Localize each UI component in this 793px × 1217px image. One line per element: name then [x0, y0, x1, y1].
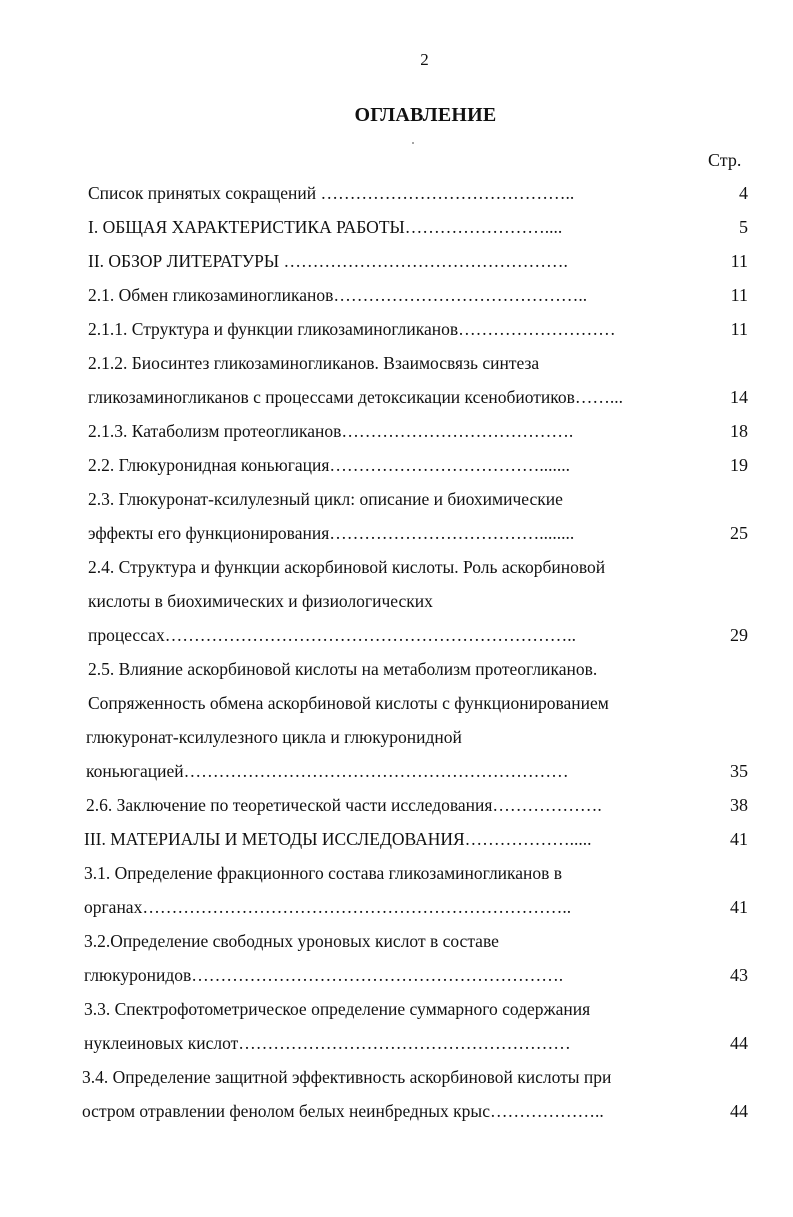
- toc-entry: [0, 924, 793, 958]
- toc-entry-text: II. ОБЗОР ЛИТЕРАТУРЫ ………………………………………….: [88, 251, 568, 271]
- toc-entry: [0, 822, 793, 856]
- toc-entry-page: 38: [730, 795, 748, 815]
- toc-entry-page: 18: [730, 421, 748, 441]
- toc-entry: [0, 244, 793, 278]
- toc-entry-page: 43: [730, 965, 748, 985]
- toc-entry: [0, 414, 793, 448]
- scan-speck: [412, 142, 414, 144]
- toc-entry-text: 3.3. Спектрофотометрическое определение суммарного содержания: [84, 999, 591, 1019]
- toc-entry: [0, 992, 793, 1026]
- toc-entry: [0, 380, 793, 414]
- toc-entry-text: нуклеиновых кислот…………………………………………………: [84, 1033, 571, 1053]
- page-column-label: Стр.: [708, 150, 742, 170]
- toc-entry-page: 19: [730, 455, 748, 475]
- toc-entry-page: 4: [739, 183, 748, 203]
- toc-entry-text: 2.1.2. Биосинтез гликозаминогликанов. Взаимосвязь синтеза: [88, 353, 540, 373]
- toc-entry: [0, 856, 793, 890]
- toc-entry: [0, 482, 793, 516]
- toc-entry-text: глюкуронат-ксилулезного цикла и глюкуронидной: [86, 727, 462, 747]
- toc-entry-page: 5: [739, 217, 748, 237]
- toc-entry-text: 2.3. Глюкуронат-ксилулезный цикл: описание и биохимические: [88, 489, 563, 509]
- page-title: ОГЛАВЛЕНИЕ: [354, 104, 497, 126]
- toc-entry-text: остром отравлении фенолом белых неинбредных крыс………………..: [82, 1101, 604, 1121]
- toc-entry-page: 11: [730, 319, 748, 339]
- toc-entry-text: органах………………………………………………………………..: [84, 897, 572, 917]
- toc-entry: [0, 176, 793, 210]
- page-number: 2: [420, 50, 429, 69]
- toc-entry-page: 11: [730, 285, 748, 305]
- toc-entry-text: 2.1.3. Катаболизм протеогликанов………………………………….: [88, 421, 574, 441]
- toc-entry: [0, 618, 793, 652]
- toc-entry: [0, 516, 793, 550]
- toc-entry: [0, 1026, 793, 1060]
- toc-entry-text: гликозаминогликанов с процессами детоксикации ксенобиотиков……...: [88, 387, 624, 407]
- toc-entry-page: 41: [730, 897, 748, 917]
- toc-entry: [0, 584, 793, 618]
- toc-entry-text: 3.1. Определение фракционного состава гликозаминогликанов в: [84, 863, 563, 883]
- toc-entry-page: 44: [730, 1101, 748, 1121]
- toc-entry: [0, 346, 793, 380]
- toc-entry-page: 41: [730, 829, 748, 849]
- toc-entry-text: Сопряженность обмена аскорбиновой кислоты с функционированием: [88, 693, 609, 713]
- toc-entry-text: Список принятых сокращений ……………………………………..: [88, 183, 575, 203]
- toc-entry-text: 2.1. Обмен гликозаминогликанов……………………………………..: [88, 285, 588, 305]
- toc-entry: [0, 550, 793, 584]
- toc-entry: [0, 788, 793, 822]
- toc-entry-text: 2.4. Структура и функции аскорбиновой кислоты. Роль аскорбиновой: [88, 557, 606, 577]
- toc-entry: [0, 754, 793, 788]
- toc-entry-text: 2.5. Влияние аскорбиновой кислоты на метаболизм протеогликанов.: [88, 659, 598, 679]
- toc-entry-text: 2.6. Заключение по теоретической части исследования……………….: [86, 795, 602, 815]
- toc-entry: [0, 312, 793, 346]
- toc-entry: [0, 448, 793, 482]
- toc-entry-text: кислоты в биохимических и физиологических: [88, 591, 433, 611]
- toc-entry-text: 2.1.1. Структура и функции гликозаминогликанов………………………: [88, 319, 616, 339]
- toc-entry: [0, 1060, 793, 1094]
- toc-entry: [0, 720, 793, 754]
- toc-entry-text: коньюгацией…………………………………………………………: [86, 761, 569, 781]
- toc-entry-page: 29: [730, 625, 748, 645]
- toc-entry-text: III. МАТЕРИАЛЫ И МЕТОДЫ ИССЛЕДОВАНИЯ……………….....: [84, 829, 592, 849]
- toc-entry-text: I. ОБЩАЯ ХАРАКТЕРИСТИКА РАБОТЫ……………………....: [88, 217, 563, 237]
- toc-entry-text: 2.2. Глюкуронидная коньюгация……………………………….......: [88, 455, 571, 475]
- toc-entry-page: 44: [730, 1033, 748, 1053]
- toc-entry: [0, 890, 793, 924]
- toc-entry-text: 3.2.Определение свободных уроновых кислот в составе: [84, 931, 499, 951]
- toc-entry-page: 35: [730, 761, 748, 781]
- toc-entry-text: эффекты его функционирования………………………………........: [88, 523, 575, 543]
- toc-entry-page: 25: [730, 523, 748, 543]
- toc-entry-text: процессах……………………………………………………………..: [88, 625, 576, 645]
- toc-entry: [0, 1094, 793, 1128]
- toc-entry: [0, 652, 793, 686]
- toc-entry: [0, 210, 793, 244]
- toc-entry: [0, 686, 793, 720]
- toc-entry-text: глюкуронидов……………………………………………………….: [84, 965, 564, 985]
- toc-entry-page: 11: [730, 251, 748, 271]
- toc-entry-page: 14: [730, 387, 748, 407]
- toc-entry: [0, 958, 793, 992]
- toc-entry-text: 3.4. Определение защитной эффективность аскорбиновой кислоты при: [82, 1067, 612, 1087]
- toc-entry: [0, 278, 793, 312]
